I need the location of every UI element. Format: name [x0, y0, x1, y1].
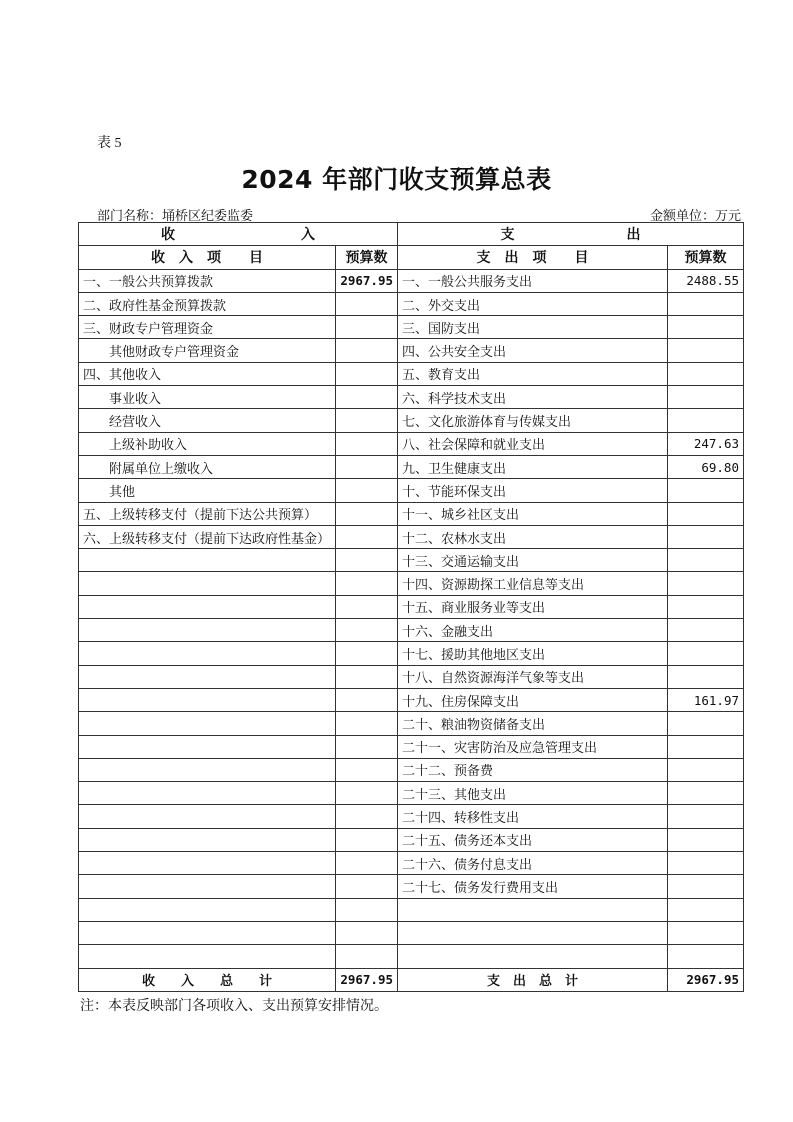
- expense-item: 二十七、债务发行费用支出: [398, 875, 668, 898]
- expense-item-header: 支 出 项 目: [398, 246, 668, 269]
- expense-amount: [668, 572, 744, 595]
- expense-amount: [668, 386, 744, 409]
- income-amount: [336, 595, 398, 618]
- income-item: 附属单位上缴收入: [79, 455, 336, 478]
- table-row: [79, 455, 744, 478]
- table-row: [79, 642, 744, 665]
- income-amount: [336, 642, 398, 665]
- table-row: [79, 525, 744, 548]
- table-row: [79, 502, 744, 525]
- page-title: 2024 年部门收支预算总表: [241, 165, 552, 194]
- expense-amount: [668, 828, 744, 851]
- table-row: [79, 665, 744, 688]
- expense-item: 十四、资源勘探工业信息等支出: [398, 572, 668, 595]
- expense-item: 七、文化旅游体育与传媒支出: [398, 409, 668, 432]
- income-item: 二、政府性基金预算拨款: [79, 292, 336, 315]
- expense-item: 二十三、其他支出: [398, 782, 668, 805]
- expense-amount: [668, 525, 744, 548]
- table-row: [79, 409, 744, 432]
- expense-item: 十、节能环保支出: [398, 479, 668, 502]
- department-name: 部门名称：埇桥区纪委监委: [97, 208, 254, 223]
- expense-amount: [668, 339, 744, 362]
- income-amount: [336, 316, 398, 339]
- income-amount: [336, 828, 398, 851]
- income-total-value: 2967.95: [336, 968, 398, 991]
- income-item: 其他财政专户管理资金: [79, 339, 336, 362]
- expense-amount: [668, 735, 744, 758]
- table-row: [79, 479, 744, 502]
- table-row: [79, 619, 744, 642]
- income-item: 一、一般公共预算拨款: [79, 269, 336, 292]
- expense-item: 十二、农林水支出: [398, 525, 668, 548]
- expense-amount: [668, 549, 744, 572]
- income-amount: [336, 875, 398, 898]
- income-item: [79, 782, 336, 805]
- income-amount: [336, 292, 398, 315]
- table-row: [79, 945, 744, 968]
- footnote: 注：本表反映部门各项收入、支出预算安排情况。: [80, 999, 388, 1014]
- expense-item: 五、教育支出: [398, 362, 668, 385]
- table-row: [79, 688, 744, 711]
- income-item: [79, 828, 336, 851]
- expense-item: 二十、粮油物资储备支出: [398, 712, 668, 735]
- expense-amount: 161.97: [668, 688, 744, 711]
- income-amount: [336, 921, 398, 944]
- header-row-sections: [79, 223, 744, 246]
- income-amount: [336, 549, 398, 572]
- table-row: [79, 828, 744, 851]
- expense-item: 十一、城乡社区支出: [398, 502, 668, 525]
- table-row: [79, 712, 744, 735]
- expense-item: 二十五、债务还本支出: [398, 828, 668, 851]
- income-item-header: 收 入 项 目: [79, 246, 336, 269]
- expense-item: 十五、商业服务业等支出: [398, 595, 668, 618]
- table-number: 表 5: [97, 136, 122, 151]
- table-row: [79, 316, 744, 339]
- income-amount: [336, 525, 398, 548]
- table-row: [79, 875, 744, 898]
- expense-item: 八、社会保障和就业支出: [398, 432, 668, 455]
- expense-item: 六、科学技术支出: [398, 386, 668, 409]
- table-row: [79, 432, 744, 455]
- expense-item: 四、公共安全支出: [398, 339, 668, 362]
- income-amount: [336, 945, 398, 968]
- expense-amount: [668, 619, 744, 642]
- table-row: [79, 805, 744, 828]
- expense-item: 二、外交支出: [398, 292, 668, 315]
- income-amount: [336, 805, 398, 828]
- expense-item: 二十二、预备费: [398, 758, 668, 781]
- table-row: [79, 572, 744, 595]
- expense-amount: [668, 665, 744, 688]
- income-item: 三、财政专户管理资金: [79, 316, 336, 339]
- expense-amount: [668, 502, 744, 525]
- expense-item: 十七、援助其他地区支出: [398, 642, 668, 665]
- income-item: [79, 619, 336, 642]
- income-amount: [336, 782, 398, 805]
- table-row: [79, 595, 744, 618]
- expense-amount: [668, 409, 744, 432]
- expense-total-label: 支 出 总 计: [398, 968, 668, 991]
- total-row: [79, 968, 744, 991]
- income-item: [79, 642, 336, 665]
- expense-amount: [668, 945, 744, 968]
- income-item: [79, 735, 336, 758]
- expense-item: 十八、自然资源海洋气象等支出: [398, 665, 668, 688]
- table-row: [79, 852, 744, 875]
- income-amount: [336, 712, 398, 735]
- table-row: [79, 898, 744, 921]
- income-amount: [336, 386, 398, 409]
- income-item: [79, 875, 336, 898]
- budget-table: [78, 222, 744, 992]
- expense-item: 二十六、债务付息支出: [398, 852, 668, 875]
- expense-item: 一、一般公共服务支出: [398, 269, 668, 292]
- income-amount: [336, 362, 398, 385]
- income-item: [79, 945, 336, 968]
- income-item: [79, 921, 336, 944]
- expense-amount-header: 预算数: [668, 246, 744, 269]
- expense-amount: [668, 852, 744, 875]
- income-item: 六、上级转移支付（提前下达政府性基金）: [79, 525, 336, 548]
- expense-amount: [668, 782, 744, 805]
- income-item: [79, 758, 336, 781]
- income-amount: [336, 479, 398, 502]
- table-row: [79, 921, 744, 944]
- expense-amount: [668, 595, 744, 618]
- expense-amount: [668, 292, 744, 315]
- expense-item: 九、卫生健康支出: [398, 455, 668, 478]
- income-item: [79, 549, 336, 572]
- income-item: [79, 572, 336, 595]
- expense-amount: [668, 362, 744, 385]
- expense-amount: [668, 875, 744, 898]
- income-amount: [336, 665, 398, 688]
- table-row: [79, 362, 744, 385]
- income-amount: [336, 339, 398, 362]
- income-total-label: 收 入 总 计: [79, 968, 336, 991]
- expense-item: 三、国防支出: [398, 316, 668, 339]
- expense-amount: 247.63: [668, 432, 744, 455]
- income-amount: [336, 502, 398, 525]
- expense-total-value: 2967.95: [668, 968, 744, 991]
- expense-item: 二十一、灾害防治及应急管理支出: [398, 735, 668, 758]
- table-row: [79, 782, 744, 805]
- income-item: [79, 595, 336, 618]
- expense-amount: [668, 898, 744, 921]
- income-item: 经营收入: [79, 409, 336, 432]
- income-item: 四、其他收入: [79, 362, 336, 385]
- expense-item: 二十四、转移性支出: [398, 805, 668, 828]
- header-row-columns: [79, 246, 744, 269]
- table-row: [79, 292, 744, 315]
- income-amount: [336, 432, 398, 455]
- income-item: 其他: [79, 479, 336, 502]
- expense-item: 十三、交通运输支出: [398, 549, 668, 572]
- expense-amount: [668, 805, 744, 828]
- table-row: [79, 758, 744, 781]
- expense-item: [398, 945, 668, 968]
- income-amount: [336, 735, 398, 758]
- income-item: 事业收入: [79, 386, 336, 409]
- table-row: [79, 735, 744, 758]
- income-amount: [336, 409, 398, 432]
- income-item: [79, 712, 336, 735]
- income-amount: [336, 688, 398, 711]
- expense-item: [398, 898, 668, 921]
- table-row: [79, 549, 744, 572]
- income-amount-header: 预算数: [336, 246, 398, 269]
- income-amount: [336, 619, 398, 642]
- expense-section-header: 支 出: [398, 223, 744, 246]
- expense-amount: [668, 479, 744, 502]
- expense-item: [398, 921, 668, 944]
- expense-item: 十九、住房保障支出: [398, 688, 668, 711]
- table-row: [79, 386, 744, 409]
- income-item: [79, 898, 336, 921]
- expense-amount: 2488.55: [668, 269, 744, 292]
- expense-amount: 69.80: [668, 455, 744, 478]
- table-row: [79, 269, 744, 292]
- income-item: 五、上级转移支付（提前下达公共预算）: [79, 502, 336, 525]
- expense-amount: [668, 921, 744, 944]
- expense-amount: [668, 758, 744, 781]
- expense-amount: [668, 316, 744, 339]
- income-amount: [336, 758, 398, 781]
- table-row: [79, 339, 744, 362]
- income-amount: 2967.95: [336, 269, 398, 292]
- income-section-header: 收 入: [79, 223, 398, 246]
- income-item: 上级补助收入: [79, 432, 336, 455]
- expense-amount: [668, 642, 744, 665]
- expense-item: 十六、金融支出: [398, 619, 668, 642]
- income-item: [79, 688, 336, 711]
- amount-unit: 金额单位：万元: [649, 208, 741, 223]
- income-item: [79, 852, 336, 875]
- income-item: [79, 665, 336, 688]
- income-amount: [336, 898, 398, 921]
- expense-amount: [668, 712, 744, 735]
- income-amount: [336, 852, 398, 875]
- income-amount: [336, 572, 398, 595]
- income-item: [79, 805, 336, 828]
- income-amount: [336, 455, 398, 478]
